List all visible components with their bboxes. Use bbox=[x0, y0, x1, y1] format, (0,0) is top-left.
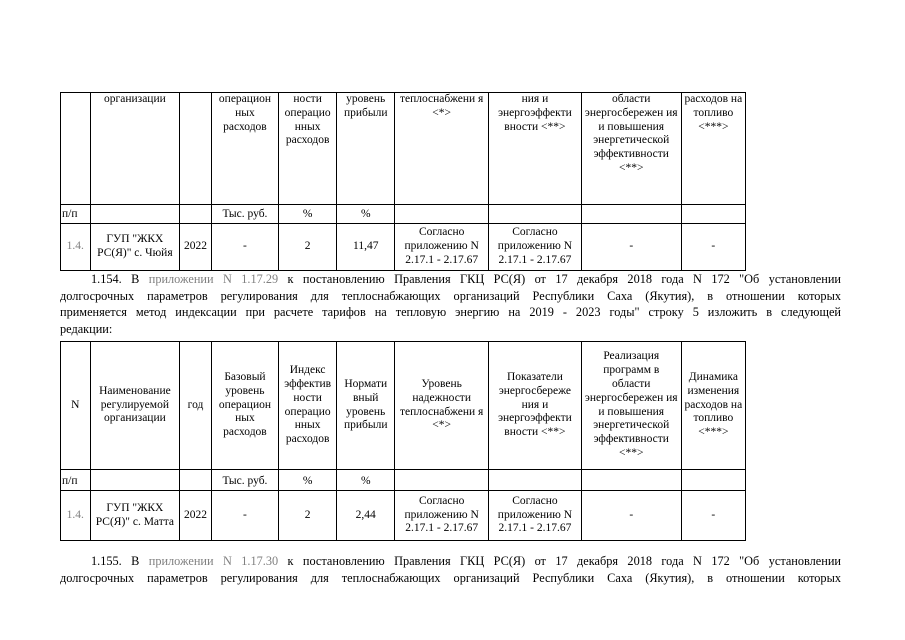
row-number: 1.4. bbox=[61, 491, 91, 541]
appendix-link[interactable]: приложении N 1.17.30 bbox=[148, 554, 279, 568]
data-cell: - bbox=[211, 224, 278, 271]
paragraph-prefix: 1.155. В bbox=[91, 554, 149, 568]
table-row bbox=[61, 224, 746, 271]
organization-name: ГУП "ЖКХ РС(Я)" с. Чюйя bbox=[90, 224, 180, 271]
data-cell: 2 bbox=[279, 224, 337, 271]
table-1 bbox=[60, 92, 746, 271]
paragraph-text: долгосрочных параметров регулирования для теплоснабжающих организаций Республики Саха (Якутия), в отношении которых bbox=[60, 288, 841, 303]
paragraph-prefix: 1.154. В bbox=[91, 272, 149, 286]
year-cell: 2022 bbox=[180, 491, 212, 541]
unit-cell: Тыс. руб. bbox=[211, 205, 278, 224]
unit-cell: п/п bbox=[61, 470, 91, 491]
data-cell: 11,47 bbox=[337, 224, 395, 271]
unit-cell: % bbox=[337, 470, 395, 491]
data-cell: - bbox=[211, 491, 278, 541]
unit-cell bbox=[489, 205, 582, 224]
header-cell: Уровень надежности теплоснабжени я <*> bbox=[395, 342, 489, 470]
header-cell: год bbox=[180, 342, 212, 470]
header-cell bbox=[61, 93, 91, 205]
data-cell: - bbox=[681, 224, 745, 271]
paragraph-text: к постановлению Правления ГКЦ РС(Я) от 17 декабря 2018 года N 172 "Об установлении bbox=[278, 272, 842, 286]
unit-cell bbox=[180, 470, 212, 491]
unit-cell: % bbox=[337, 205, 395, 224]
header-cell: области энергосбережен ия и повышения энергетической эффективности <**> bbox=[581, 93, 681, 205]
row-number: 1.4. bbox=[61, 224, 91, 271]
data-cell: - bbox=[581, 491, 681, 541]
unit-cell bbox=[395, 205, 489, 224]
data-cell: - bbox=[681, 491, 745, 541]
unit-cell bbox=[681, 205, 745, 224]
unit-cell: Тыс. руб. bbox=[211, 470, 278, 491]
paragraph-text: к постановлению Правления ГКЦ РС(Я) от 17 декабря 2018 года N 172 "Об установлении bbox=[278, 554, 842, 568]
header-cell: теплоснабжени я <*> bbox=[395, 93, 489, 205]
table-row bbox=[61, 491, 746, 541]
header-cell: операцион ных расходов bbox=[211, 93, 278, 205]
unit-cell: % bbox=[279, 205, 337, 224]
paragraph-text: долгосрочных параметров регулирования для теплоснабжающих организаций Республики Саха (Якутия), в отношении которых bbox=[60, 570, 841, 585]
appendix-link[interactable]: приложении N 1.17.29 bbox=[148, 272, 279, 286]
unit-cell bbox=[90, 470, 180, 491]
header-cell: организации bbox=[90, 93, 180, 205]
header-cell: уровень прибыли bbox=[337, 93, 395, 205]
header-cell: Индекс эффектив ности операцио нных расходов bbox=[279, 342, 337, 470]
unit-cell: % bbox=[279, 470, 337, 491]
header-cell: Показатели энергосбереже ния и энергоэффекти вности <**> bbox=[489, 342, 582, 470]
paragraph-text: редакции: bbox=[60, 321, 113, 336]
table-2-units-row bbox=[61, 470, 746, 491]
data-cell: Согласно приложению N 2.17.1 - 2.17.67 bbox=[489, 491, 582, 541]
unit-cell bbox=[90, 205, 180, 224]
paragraph-1-155 bbox=[60, 553, 842, 586]
data-cell: 2 bbox=[279, 491, 337, 541]
unit-cell bbox=[681, 470, 745, 491]
header-cell: Наименование регулируемой организации bbox=[90, 342, 180, 470]
header-cell: Реализация программ в области энергосбережен ия и повышения энергетической эффективности <**> bbox=[581, 342, 681, 470]
table-1-units-row bbox=[61, 205, 746, 224]
unit-cell bbox=[395, 470, 489, 491]
header-cell: Динамика изменения расходов на топливо <***> bbox=[681, 342, 745, 470]
data-cell: - bbox=[581, 224, 681, 271]
table-2 bbox=[60, 341, 746, 541]
paragraph-text: применяется метод индексации при расчете тарифов на тепловую энергию на 2019 - 2023 годы" строку 5 изложить в следующей bbox=[60, 305, 841, 320]
header-cell: расходов на топливо <***> bbox=[681, 93, 745, 205]
header-cell: Базовый уровень операцион ных расходов bbox=[211, 342, 278, 470]
organization-name: ГУП "ЖКХ РС(Я)" с. Матта bbox=[90, 491, 180, 541]
unit-cell bbox=[581, 470, 681, 491]
header-cell: ния и энергоэффекти вности <**> bbox=[489, 93, 582, 205]
unit-cell: п/п bbox=[61, 205, 91, 224]
year-cell: 2022 bbox=[180, 224, 212, 271]
unit-cell bbox=[581, 205, 681, 224]
table-1-header-row bbox=[61, 93, 746, 205]
header-cell: Нормати вный уровень прибыли bbox=[337, 342, 395, 470]
header-cell: ности операцио нных расходов bbox=[279, 93, 337, 205]
unit-cell bbox=[489, 470, 582, 491]
data-cell: 2,44 bbox=[337, 491, 395, 541]
data-cell: Согласно приложению N 2.17.1 - 2.17.67 bbox=[395, 491, 489, 541]
unit-cell bbox=[180, 205, 212, 224]
header-cell: N bbox=[61, 342, 91, 470]
table-2-header-row bbox=[61, 342, 746, 470]
data-cell: Согласно приложению N 2.17.1 - 2.17.67 bbox=[489, 224, 582, 271]
data-cell: Согласно приложению N 2.17.1 - 2.17.67 bbox=[395, 224, 489, 271]
header-cell bbox=[180, 93, 212, 205]
paragraph-1-154 bbox=[60, 271, 842, 337]
